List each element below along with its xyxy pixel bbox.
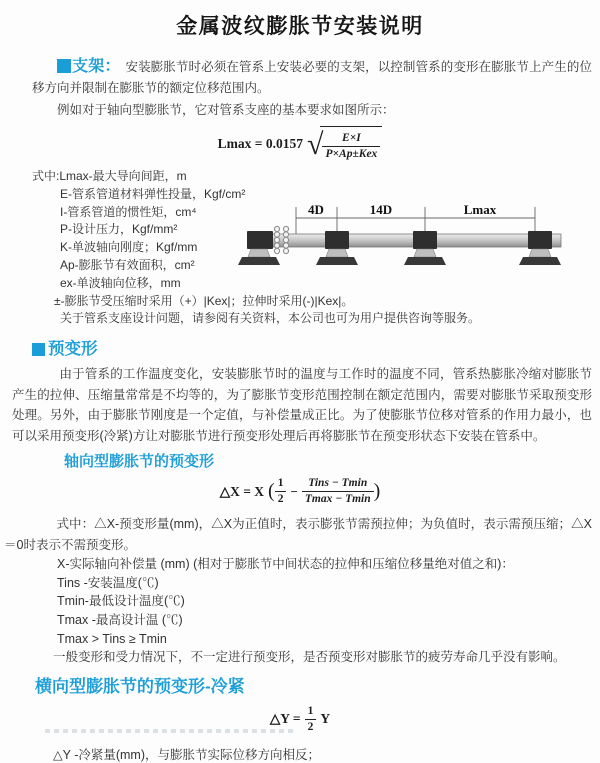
formula-lhs: Lmax = 0.0157	[217, 135, 303, 151]
definition-line: 关于管系支座设计问题，请参阅有关资料，本公司也可为用户提供咨询等服务。	[60, 311, 481, 326]
formula-lhs: △X = X	[219, 483, 265, 499]
definition-line: P-设计压力，Kgf/mm²	[60, 222, 178, 237]
axial-section-heading: 轴向型膨胀节的预变形	[64, 453, 215, 471]
axial-definition-line: Tmin-最低设计温度(℃)	[57, 594, 185, 609]
formula-denominator: P×Ap±Kex	[322, 146, 380, 162]
predeform-heading-label: 预变形	[48, 340, 98, 359]
predeform-paragraph: 由于管系的工作温度变化，安装膨胀节时的温度与工作时的温度不同，管系热膨胀冷缩对膨胀节产生的拉伸、压缩量常常是不均等的，为了膨胀节变形范围控制在额定范围内，需要对膨胀节采取预变形处理。另外，由于膨胀节刚度是一个定值，与补偿量成正比。为了使膨胀节位移对管系的作用力最小，也可以采用预变形(冷紧)方让对膨胀节进行预变形处理后再将膨胀节在预变形状态下安装在管系中。	[12, 367, 592, 443]
definition-line: I-管系管道的惯性矩，cm⁴	[60, 204, 197, 219]
axial-formula-row	[0, 476, 600, 510]
document-page	[0, 10, 600, 762]
lateral-section-heading: 横向型膨胀节的预变形-冷紧	[35, 676, 245, 696]
definition-line: E-管系管道材料弹性投量，Kgf/cm²	[60, 186, 246, 201]
open-paren: (	[268, 479, 275, 502]
support-paragraph	[32, 56, 592, 99]
axial-definition-line: Tins -安装温度(℃)	[57, 575, 159, 590]
support-section-heading: 支架：	[72, 58, 121, 75]
section-square-icon	[32, 343, 45, 356]
half-denominator: 2	[275, 491, 287, 507]
temp-denominator: Tmax − Tmin	[302, 491, 374, 507]
axial-definition-line: Tmax > Tins ≥ Tmin	[57, 631, 167, 646]
formula-lhs: △Y =	[269, 711, 301, 727]
half-numerator: 1	[277, 477, 284, 490]
definition-line: ±-膨胀节受压缩时采用（+）|Kex|；拉伸时采用(-)|Kex|。	[54, 293, 354, 308]
pipe-support-diagram	[243, 198, 595, 278]
definition-line: 式中:Lmax-最大导向间距，m	[32, 169, 187, 183]
lmax-formula-row	[0, 126, 600, 164]
temp-numerator: Tins − Tmin	[308, 477, 368, 490]
definition-line: Ap-膨胀节有效面积，cm²	[60, 257, 195, 272]
definition-line: K-单波轴向刚度；Kgf/mm	[60, 240, 198, 255]
close-paren: )	[373, 479, 381, 502]
section-square-icon	[57, 59, 71, 73]
dim-label-lmax: Lmax	[463, 202, 497, 217]
formula-rhs: Y	[320, 711, 331, 727]
support-paragraph-text: 安装膨胀节时必须在管系上安装必要的支架，以控制管系的变形在膨胀节上产生的位移方向并限制在膨胀节的额定位移范围内。	[32, 60, 592, 95]
axial-definition-line: X-实际轴向补偿量 (mm) (相对于膨胀节中间状态的拉伸和压缩位移量绝对值之和)：	[57, 557, 514, 572]
formula-numerator: E×I	[342, 132, 361, 144]
page-title: 金属波纹膨胀节安装说明	[176, 15, 424, 38]
dim-label-14d: 14D	[369, 202, 393, 217]
half-numerator: 1	[307, 704, 314, 717]
axial-note-line: 一般变形和受力情况下，不一定进行预变形，是否预变形对膨胀节的疲劳寿命几乎没有影响。	[53, 650, 566, 665]
dim-label-4d: 4D	[308, 202, 324, 217]
cutoff-text-sliver	[45, 729, 295, 733]
predeform-section-heading	[32, 335, 600, 359]
radicand	[320, 126, 382, 162]
pipe	[249, 234, 561, 247]
lmax-formula	[218, 126, 383, 162]
radical-icon: √	[307, 127, 324, 161]
half-denominator: 2	[305, 719, 317, 735]
axial-formula	[220, 476, 381, 507]
definition-line: ex-单波轴向位移，mm	[60, 275, 181, 290]
lateral-definition-line: △Y -冷紧量(mm)，与膨胀节实际位移方向相反；	[53, 747, 321, 762]
axial-explanation-paragraph: 式中：△X-预变形量(mm)，△X为正值时，表示膨张节需预拉伸；为负值时，表示需预压缩；△X＝0时表示不需预变形。	[4, 517, 592, 552]
support-example-line: 例如对于轴向型膨胀节，它对管系支座的基本要求如图所示：	[57, 103, 395, 117]
minus-sign: −	[290, 483, 298, 499]
axial-definition-line: Tmax -最高设计温 (℃)	[57, 612, 183, 627]
